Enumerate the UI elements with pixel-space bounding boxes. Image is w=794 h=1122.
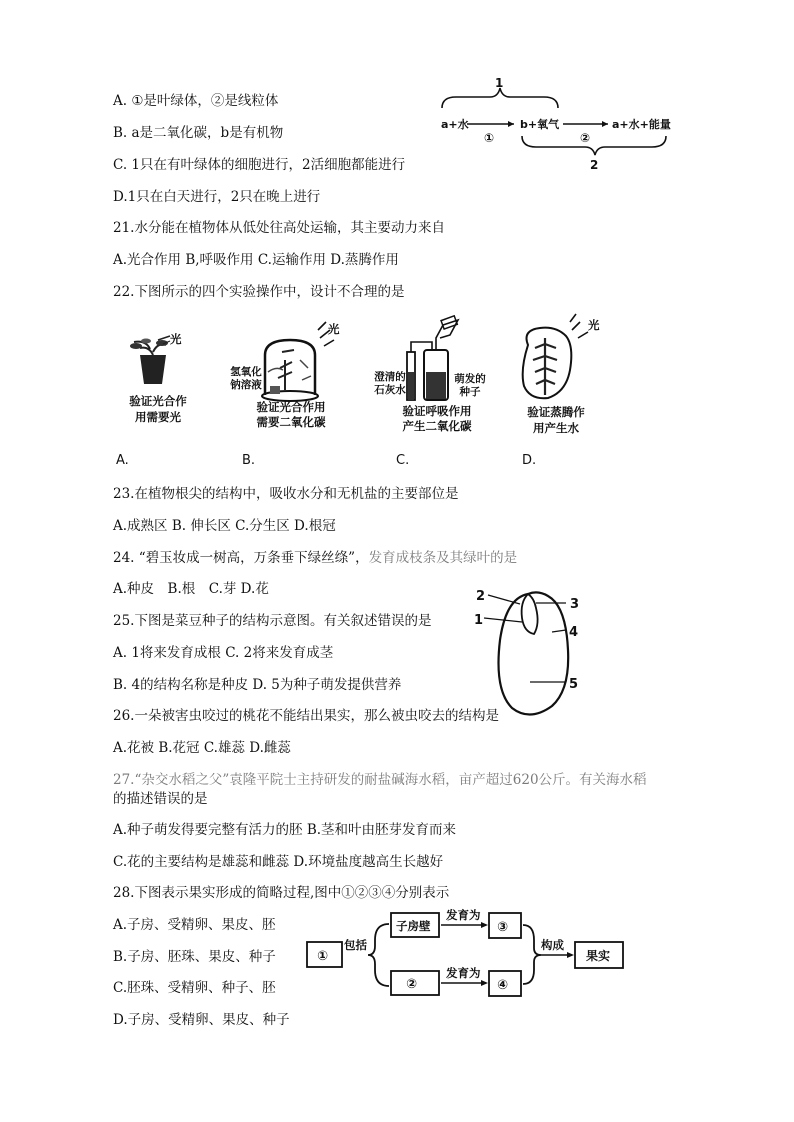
ovary-wall-label: 子房壁 xyxy=(396,919,431,933)
exp-b-side-2: 钠溶液 xyxy=(230,379,262,391)
exp-c-right-2: 种子 xyxy=(459,386,481,398)
arrow-develop-1-head xyxy=(481,922,488,928)
develop-label-1: 发育为 xyxy=(446,908,481,922)
q26-options: A.花被 B.花冠 C.雄蕊 D.雌蕊 xyxy=(113,740,291,756)
q26-stem: 26.一朵被害虫咬过的桃花不能结出果实，那么被虫咬去的结构是 xyxy=(113,708,499,724)
q28-option-d: D.子房、受精卵、果皮、种子 xyxy=(113,1012,290,1028)
exp-b-side-1: 氢氧化 xyxy=(230,366,262,378)
exp-c-right-1: 萌发的 xyxy=(454,373,486,385)
q22-letter-b: B. xyxy=(242,453,256,468)
seed-label-2: 2 xyxy=(476,589,486,604)
product-right: a+水+能量 xyxy=(612,118,671,131)
exp-c-left-1: 澄清的 xyxy=(374,371,406,383)
exp-d-light-label: 光 xyxy=(588,318,600,332)
q25-options-1: A. 1将来发育成根 C. 2将来发育成茎 xyxy=(113,645,334,661)
q20-option-a: A. ①是叶绿体，②是线粒体 xyxy=(113,93,279,109)
q25-options-2: B. 4的结构名称是种皮 D. 5为种子萌发提供营养 xyxy=(113,677,402,693)
include-brace xyxy=(368,924,389,986)
exp-d-caption-2: 用产生水 xyxy=(533,421,579,435)
q20-option-c: C. 1只在有叶绿体的细胞进行，2活细胞都能进行 xyxy=(113,157,406,173)
q22-letter-a: A. xyxy=(116,453,129,468)
q28-option-a: A.子房、受精卵、果皮、胚 xyxy=(113,917,276,933)
q20-option-b: B. a是二氧化碳，b是有机物 xyxy=(113,125,284,141)
exp-a-caption-1: 验证光合作 xyxy=(129,394,187,408)
top-brace-label: 1 xyxy=(495,76,504,90)
product-mid: b+氧气 xyxy=(520,118,560,131)
exp-c-caption-2: 产生二氧化碳 xyxy=(402,419,472,433)
reactant-left: a+水 xyxy=(441,118,469,131)
exp-a-caption-2: 用需要光 xyxy=(135,410,181,424)
circle-2-label: ② xyxy=(580,131,591,145)
exp-b-caption-2: 需要二氧化碳 xyxy=(256,415,326,429)
seed-label-3: 3 xyxy=(570,597,580,612)
exp-d-caption-1: 验证蒸腾作 xyxy=(527,405,585,419)
exp-b-caption-1: 验证光合作用 xyxy=(256,400,326,414)
develop-label-2: 发育为 xyxy=(446,966,481,980)
q22-letter-c: C. xyxy=(396,453,410,468)
exp-b-light-label: 光 xyxy=(328,322,340,336)
q23-stem: 23.在植物根尖的结构中，吸收水分和无机盐的主要部位是 xyxy=(113,486,459,502)
q21-stem: 21.水分能在植物体从低处往高处运输，其主要动力来自 xyxy=(113,220,445,236)
seed-label-4: 4 xyxy=(569,625,579,640)
exp-a-light-label: 光 xyxy=(170,332,182,346)
q23-options: A.成熟区 B. 伸长区 C.分生区 D.根冠 xyxy=(113,518,336,534)
exp-c-caption-1: 验证呼吸作用 xyxy=(402,404,472,418)
q27-stem-1-text: 27.“杂交水稻之父”袁隆平院士主持研发的耐盐碱海水稻，亩产超过620公斤。有关海水稻 xyxy=(113,772,647,788)
bottom-brace-label: 2 xyxy=(590,158,599,172)
q22-stem: 22.下图所示的四个实验操作中，设计不合理的是 xyxy=(113,284,405,300)
exp-c-left-2: 石灰水 xyxy=(374,384,406,396)
seed-label-5: 5 xyxy=(569,677,579,692)
form-label: 构成 xyxy=(541,938,564,952)
q25-stem: 25.下图是菜豆种子的结构示意图。有关叙述错误的是 xyxy=(113,613,432,629)
arrow-form-head xyxy=(567,952,574,958)
q20-option-d: D.1只在白天进行，2只在晚上进行 xyxy=(113,189,321,205)
q24-stem-b: 发育成枝条及其绿叶的是 xyxy=(368,550,518,566)
seed-label-1: 1 xyxy=(474,613,484,628)
q24-stem-a: 24. “碧玉妆成一树高，万条垂下绿丝绦”， xyxy=(113,550,369,566)
q24-options: A.种皮 B.根 C.芽 D.花 xyxy=(113,581,269,597)
box-1-label: ① xyxy=(317,949,329,964)
q28-option-b: B.子房、胚珠、果皮、种子 xyxy=(113,949,276,965)
box-4-label: ④ xyxy=(497,978,509,993)
box-2-label: ② xyxy=(406,977,418,992)
fruit-label: 果实 xyxy=(586,949,611,963)
include-label: 包括 xyxy=(344,938,367,952)
circle-1-label: ① xyxy=(484,131,495,145)
q27-stem-2: 的描述错误的是 xyxy=(113,791,208,807)
q27-options-1: A.种子萌发得要完整有活力的胚 B.茎和叶由胚芽发育而来 xyxy=(113,822,457,838)
box-3-label: ③ xyxy=(497,920,509,935)
q22-letter-d: D. xyxy=(522,453,537,468)
q21-options: A.光合作用 B,呼吸作用 C.运输作用 D.蒸腾作用 xyxy=(113,252,399,268)
q28-option-c: C.胚珠、受精卵、种子、胚 xyxy=(113,980,276,996)
form-brace xyxy=(523,925,541,984)
q27-options-2: C.花的主要结构是雄蕊和雌蕊 D.环境盐度越高生长越好 xyxy=(113,854,444,870)
q28-stem: 28.下图表示果实形成的简略过程,图中①②③④分别表示 xyxy=(113,885,450,901)
arrow-develop-2-head xyxy=(481,980,488,986)
